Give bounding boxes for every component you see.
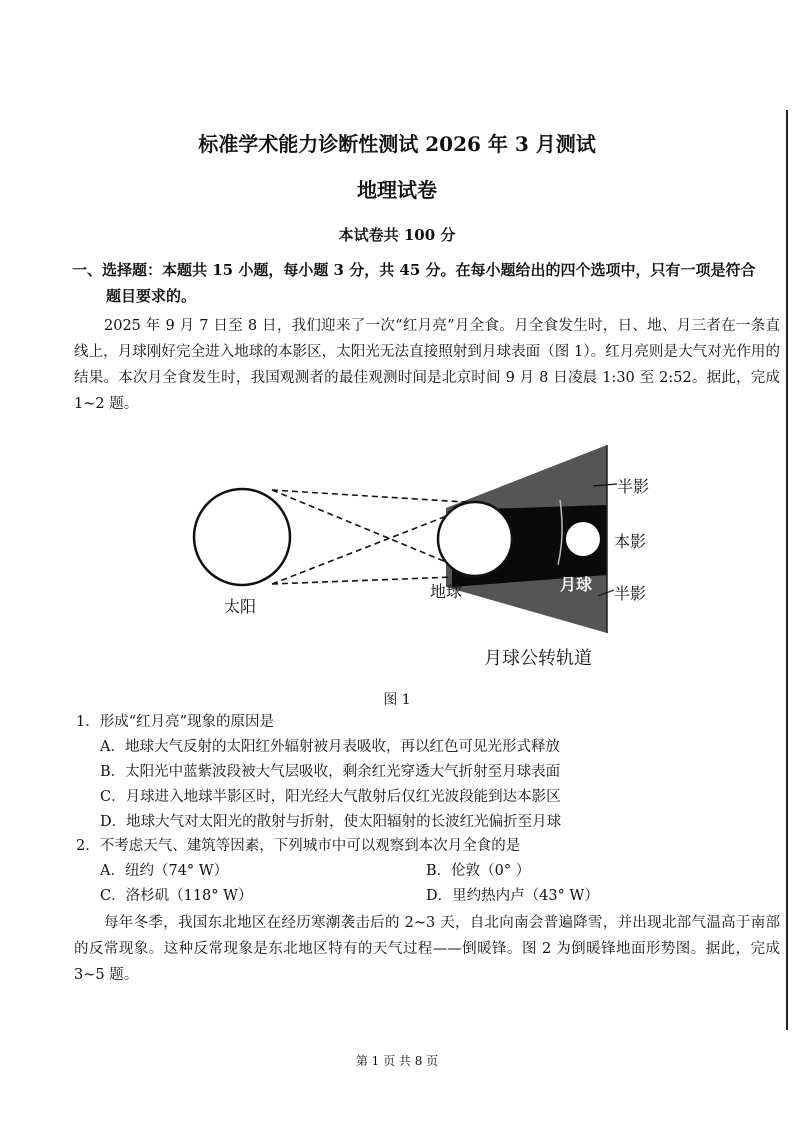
earth-label: 地球	[430, 582, 463, 601]
question-1-stem: 1．形成“红月亮”现象的原因是	[76, 714, 275, 730]
total-score: 本试卷共 100 分	[338, 226, 456, 244]
moon-circle	[566, 522, 600, 556]
question-2-stem: 2．不考虑天气、建筑等因素，下列城市中可以观察到本次月全食的是	[76, 838, 521, 854]
passage-1: 2025 年 9 月 7 日至 8 日，我们迎来了一次“红月亮”月全食。月全食发生时，日、地、月三者在一条直线上，月球刚好完全进入地球的本影区，太阳光无法直接照射到月球表面（图 1）。红月亮则是大气对光作用的结果。本次月全食发生时，我国观测者的最佳观测时间是北京时间 9 月 8 日凌晨 1:30 至 2:52。据此，完成 1~2 题。	[74, 318, 780, 412]
passage-2: 每年冬季，我国东北地区在经历寒潮袭击后的 2~3 天，自北向南会普遍降雪，并出现北部气温高于南部的反常现象。这种反常现象是东北地区特有的天气过程——倒暖锋。图 2 为倒暖锋地面形势图。据此，完成 3~5 题。	[74, 915, 780, 983]
page-edge-line	[786, 110, 788, 1030]
exam-title: 标准学术能力诊断性测试 2026 年 3 月测试	[198, 132, 596, 156]
sun-circle	[194, 489, 290, 585]
section-heading-line1: 一、选择题：本题共 15 小题，每小题 3 分，共 45 分。在每小题给出的四个选项中，只有一项是符合	[72, 261, 756, 279]
figure-1-caption: 图 1	[383, 692, 411, 708]
earth-circle	[438, 502, 512, 576]
q2-option-d: D．里约热内卢（43° W）	[426, 888, 599, 904]
moon-label: 月球	[560, 575, 593, 594]
figure-1-eclipse-diagram	[180, 440, 670, 680]
page-footer: 第 1 页 共 8 页	[355, 1054, 439, 1068]
penumbra-top-label: 半影	[617, 477, 650, 496]
q1-option-c: C．月球进入地球半影区时，阳光经大气散射后仅红光波段能到达本影区	[100, 789, 561, 805]
subject-title: 地理试卷	[357, 178, 437, 202]
umbra-label: 本影	[614, 532, 647, 551]
section-heading	[72, 257, 772, 309]
q2-option-a: A．纽约（74° W）	[100, 863, 229, 879]
q1-option-d: D．地球大气对太阳光的散射与折射，使太阳辐射的长波红光偏折至月球	[100, 814, 562, 830]
q2-option-c: C．洛杉矶（118° W）	[100, 888, 253, 904]
q1-option-b: B．太阳光中蓝紫波段被大气层吸收，剩余红光穿透大气折射至月球表面	[100, 764, 561, 780]
orbit-label: 月球公转轨道	[484, 648, 592, 669]
q1-option-a: A．地球大气反射的太阳红外辐射被月表吸收，再以红色可见光形式释放	[100, 739, 560, 755]
q2-option-b: B．伦敦（0° ）	[426, 863, 531, 879]
section-heading-line2: 题目要求的。	[106, 287, 197, 305]
penumbra-bottom-label: 半影	[614, 584, 647, 603]
sun-label: 太阳	[224, 597, 257, 616]
